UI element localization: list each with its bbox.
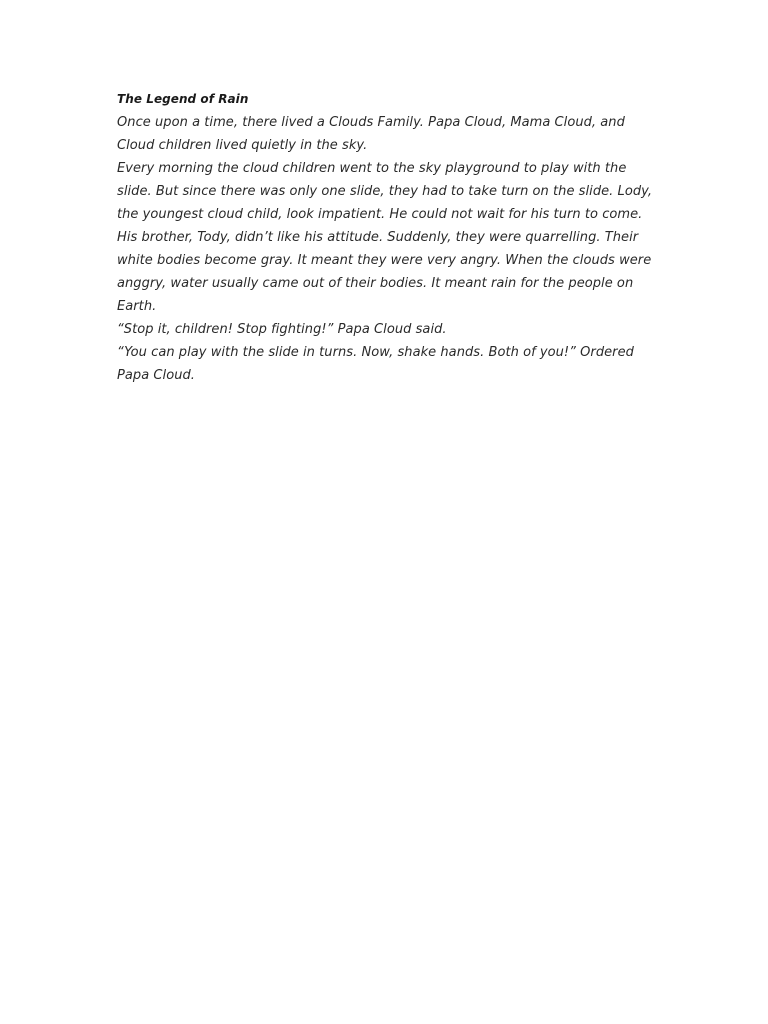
paragraph-1: Once upon a time, there lived a Clouds Family. Papa Cloud, Mama Cloud, and Cloud children lived quietly in the sky. [117, 115, 625, 153]
document-body [117, 88, 662, 387]
paragraph-3: “Stop it, children! Stop fighting!” Papa Cloud said. [117, 322, 447, 337]
paragraph-2: Every morning the cloud children went to the sky playground to play with the slide. But since there was only one slide, they had to take turn on the slide. Lody, the youngest cloud child, look impatient. He could not wait for his turn to come. His brother, Tody, didn’t like his attitude. Suddenly, they were quarrelling. Their white bodies become gray. It meant they were very angry. When the clouds were anggry, water usually came out of their bodies. It meant rain for the people on Earth. [117, 161, 653, 314]
paragraph-4: “You can play with the slide in turns. Now, shake hands. Both of you!” Ordered Papa Cloud. [117, 345, 634, 383]
document-title: The Legend of Rain [117, 92, 249, 106]
